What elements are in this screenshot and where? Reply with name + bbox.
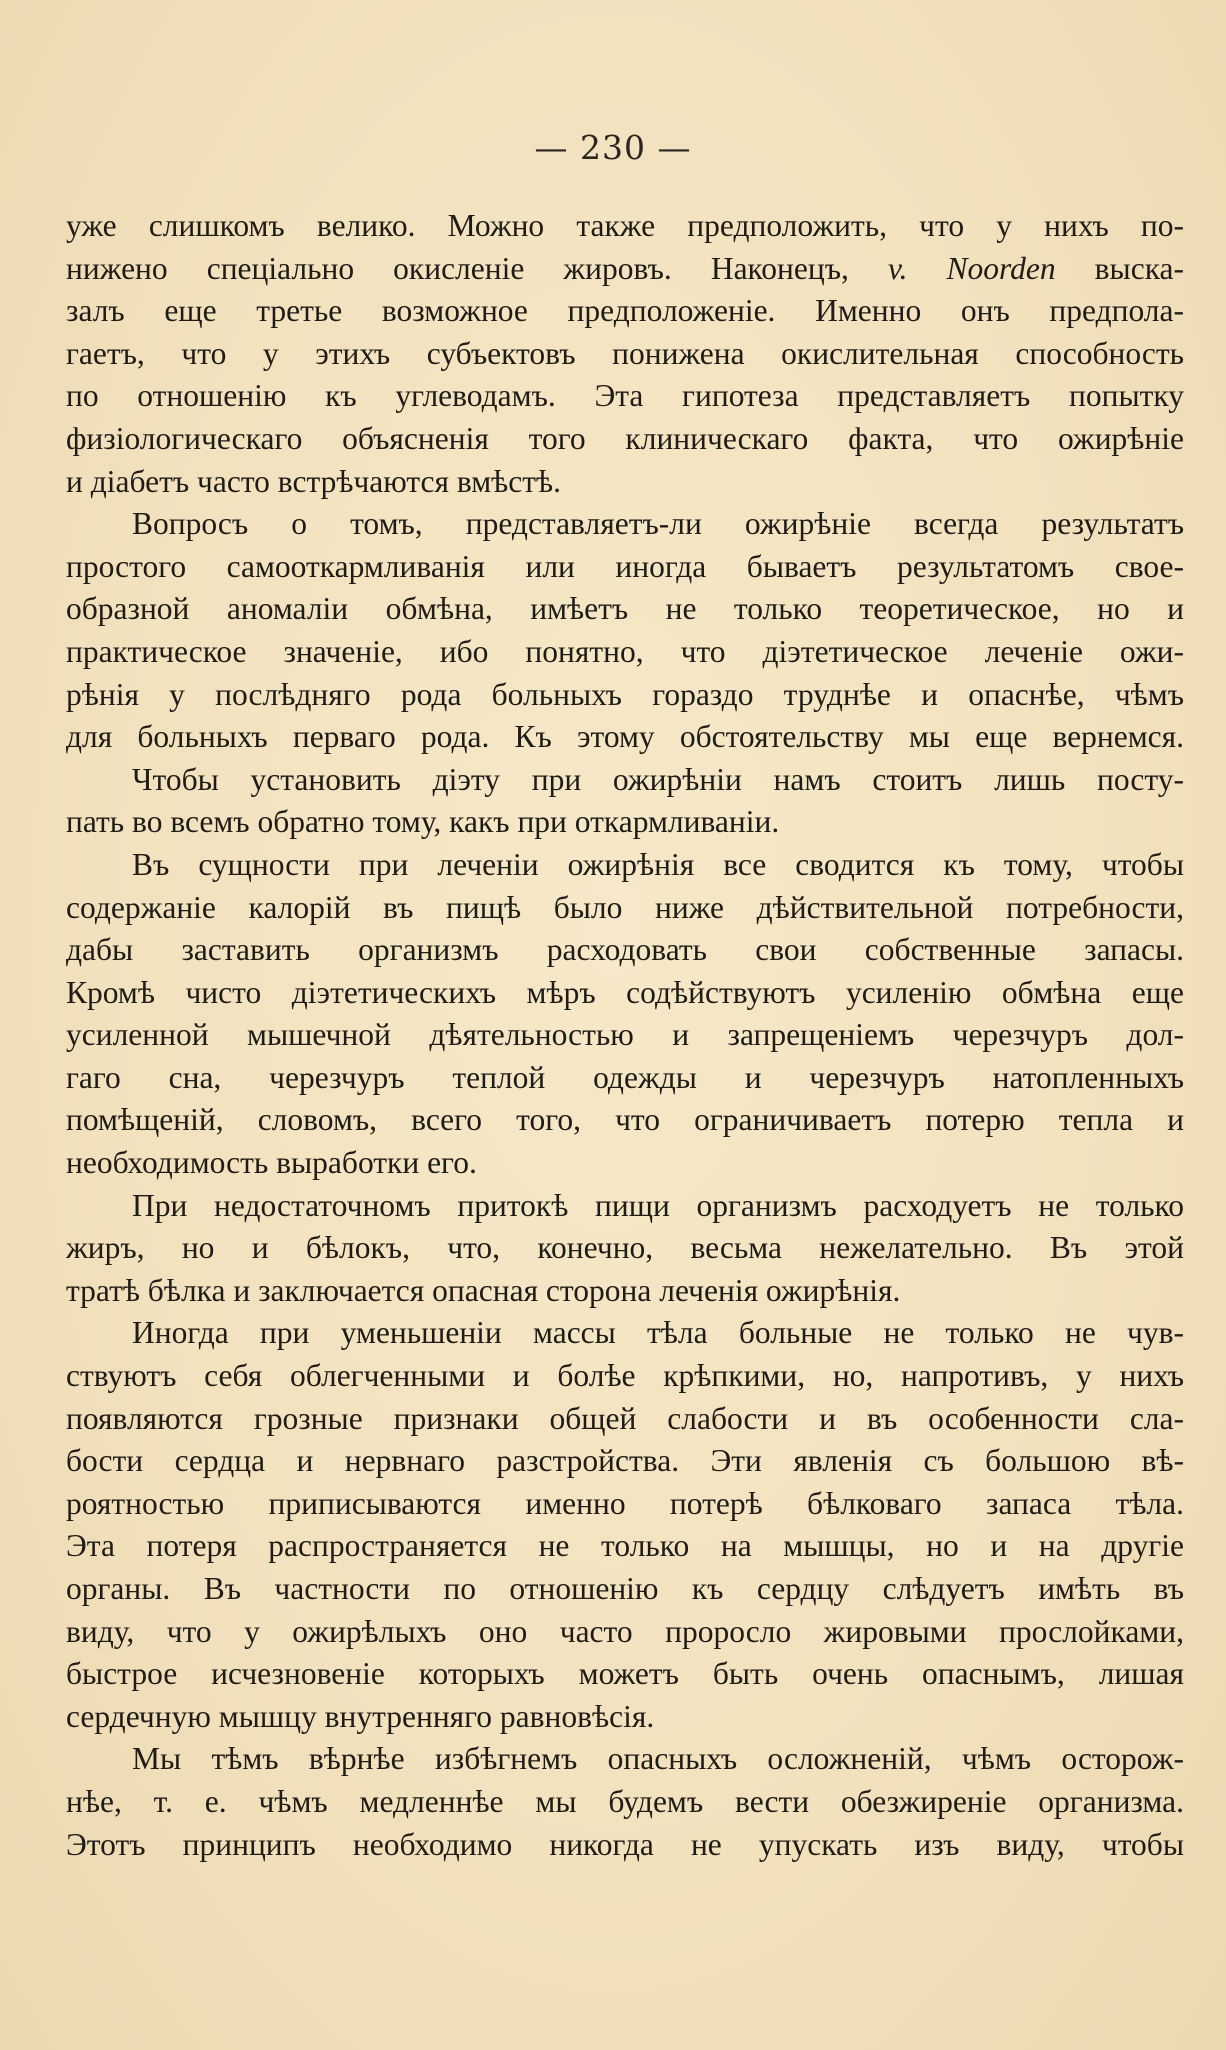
text-line: виду, что у ожирѣлыхъ оно часто проросло жировыми прослойками, — [66, 1613, 1184, 1649]
author-name: v. Noorden — [887, 250, 1056, 286]
text-line: появляются грозные признаки общей слабости и въ особенности сла- — [66, 1400, 1184, 1436]
text-line: бости сердца и нервнаго разстройства. Эти явленія съ большою вѣ- — [66, 1443, 1184, 1479]
page-number: — 230 — — [534, 128, 692, 167]
text-line: нѣе, т. е. чѣмъ медленнѣе мы будемъ вести обезжиреніе организма. — [66, 1783, 1184, 1819]
text-line: практическое значеніе, ибо понятно, что діэтетическое леченіе ожи- — [66, 633, 1184, 669]
text-line: уже слишкомъ велико. Можно также предположить, что у нихъ по- — [66, 208, 1184, 243]
text-line: необходимость выработки его. — [66, 1145, 477, 1181]
text-line: содержаніе калорій въ пищѣ было ниже дѣйствительной потребности, — [66, 889, 1184, 925]
text-line: образной аномаліи обмѣна, имѣетъ не только теоретическое, но и — [66, 591, 1184, 627]
text-line: жиръ, но и бѣлокъ, что, конечно, весьма нежелательно. Въ этой — [66, 1230, 1184, 1266]
text-line: физіологическаго объясненія того клиническаго факта, что ожирѣніе — [66, 420, 1184, 456]
text-line: Эта потеря распространяется не только на мышцы, но и на другіе — [66, 1528, 1184, 1564]
text-fragment: выска- — [1094, 250, 1184, 286]
text-line: Мы тѣмъ вѣрнѣе избѣгнемъ опасныхъ осложненій, чѣмъ осторож- — [132, 1741, 1184, 1777]
text-line: ствуютъ себя облегченными и болѣе крѣпкими, но, напротивъ, у нихъ — [66, 1358, 1184, 1394]
text-line: Въ сущности при леченіи ожирѣнія все сводится къ тому, чтобы — [132, 846, 1184, 882]
text-line: органы. Въ частности по отношенію къ сердцу слѣдуетъ имѣть въ — [66, 1571, 1184, 1606]
text-line: усиленной мышечной дѣятельностью и запрещеніемъ черезчуръ дол- — [66, 1017, 1184, 1053]
text-line: залъ еще третье возможное предположеніе. Именно онъ предпола- — [66, 293, 1184, 329]
text-line: пать во всемъ обратно тому, какъ при откармливаніи. — [66, 804, 780, 840]
text-line: гаго сна, черезчуръ теплой одежды и черезчуръ натопленныхъ — [66, 1059, 1184, 1095]
text-line: Вопросъ о томъ, представляетъ-ли ожирѣніе всегда результатъ — [132, 506, 1184, 542]
text-line: дабы заставить организмъ расходовать свои собственные запасы. — [66, 932, 1184, 968]
text-line: и діабетъ часто встрѣчаются вмѣстѣ. — [66, 463, 562, 499]
text-line: роятностью приписываются именно потерѣ бѣлковаго запаса тѣла. — [66, 1485, 1184, 1521]
text-line: гаетъ, что у этихъ субъектовъ понижена окислительная способность — [66, 335, 1184, 371]
text-line: для больныхъ перваго рода. Къ этому обстоятельству мы еще вернемся. — [66, 719, 1184, 755]
text-line: помѣщеній, словомъ, всего того, что ограничиваетъ потерю тепла и — [66, 1102, 1184, 1138]
text-line: Этотъ принципъ необходимо никогда не упускать изъ виду, чтобы — [66, 1826, 1184, 1862]
text-line: Чтобы установить діэту при ожирѣніи намъ стоитъ лишь посту- — [132, 761, 1184, 797]
text-line-with-author — [66, 248, 1184, 291]
text-line: рѣнія у послѣдняго рода больныхъ гораздо труднѣе и опаснѣе, чѣмъ — [66, 676, 1184, 712]
text-line: сердечную мышцу внутренняго равновѣсія. — [66, 1698, 655, 1734]
text-line: тратѣ бѣлка и заключается опасная сторона леченія ожирѣнія. — [66, 1272, 901, 1308]
text-line: быстрое исчезновеніе которыхъ можетъ быть очень опаснымъ, лишая — [66, 1656, 1184, 1692]
body-text — [66, 205, 1184, 1866]
text-line: простого самооткармливанія или иногда бываетъ результатомъ свое- — [66, 548, 1184, 584]
text-line: Кромѣ чисто діэтетическихъ мѣръ содѣйствуютъ усиленію обмѣна еще — [66, 974, 1184, 1010]
text-line: При недостаточномъ притокѣ пищи организмъ расходуетъ не только — [132, 1187, 1184, 1223]
text-line: по отношенію къ углеводамъ. Эта гипотеза представляетъ попытку — [66, 378, 1184, 414]
text-line: Иногда при уменьшеніи массы тѣла больные не только не чув- — [132, 1315, 1184, 1351]
text-fragment: нижено спеціально окисленіе жировъ. Наконецъ, — [66, 250, 849, 286]
